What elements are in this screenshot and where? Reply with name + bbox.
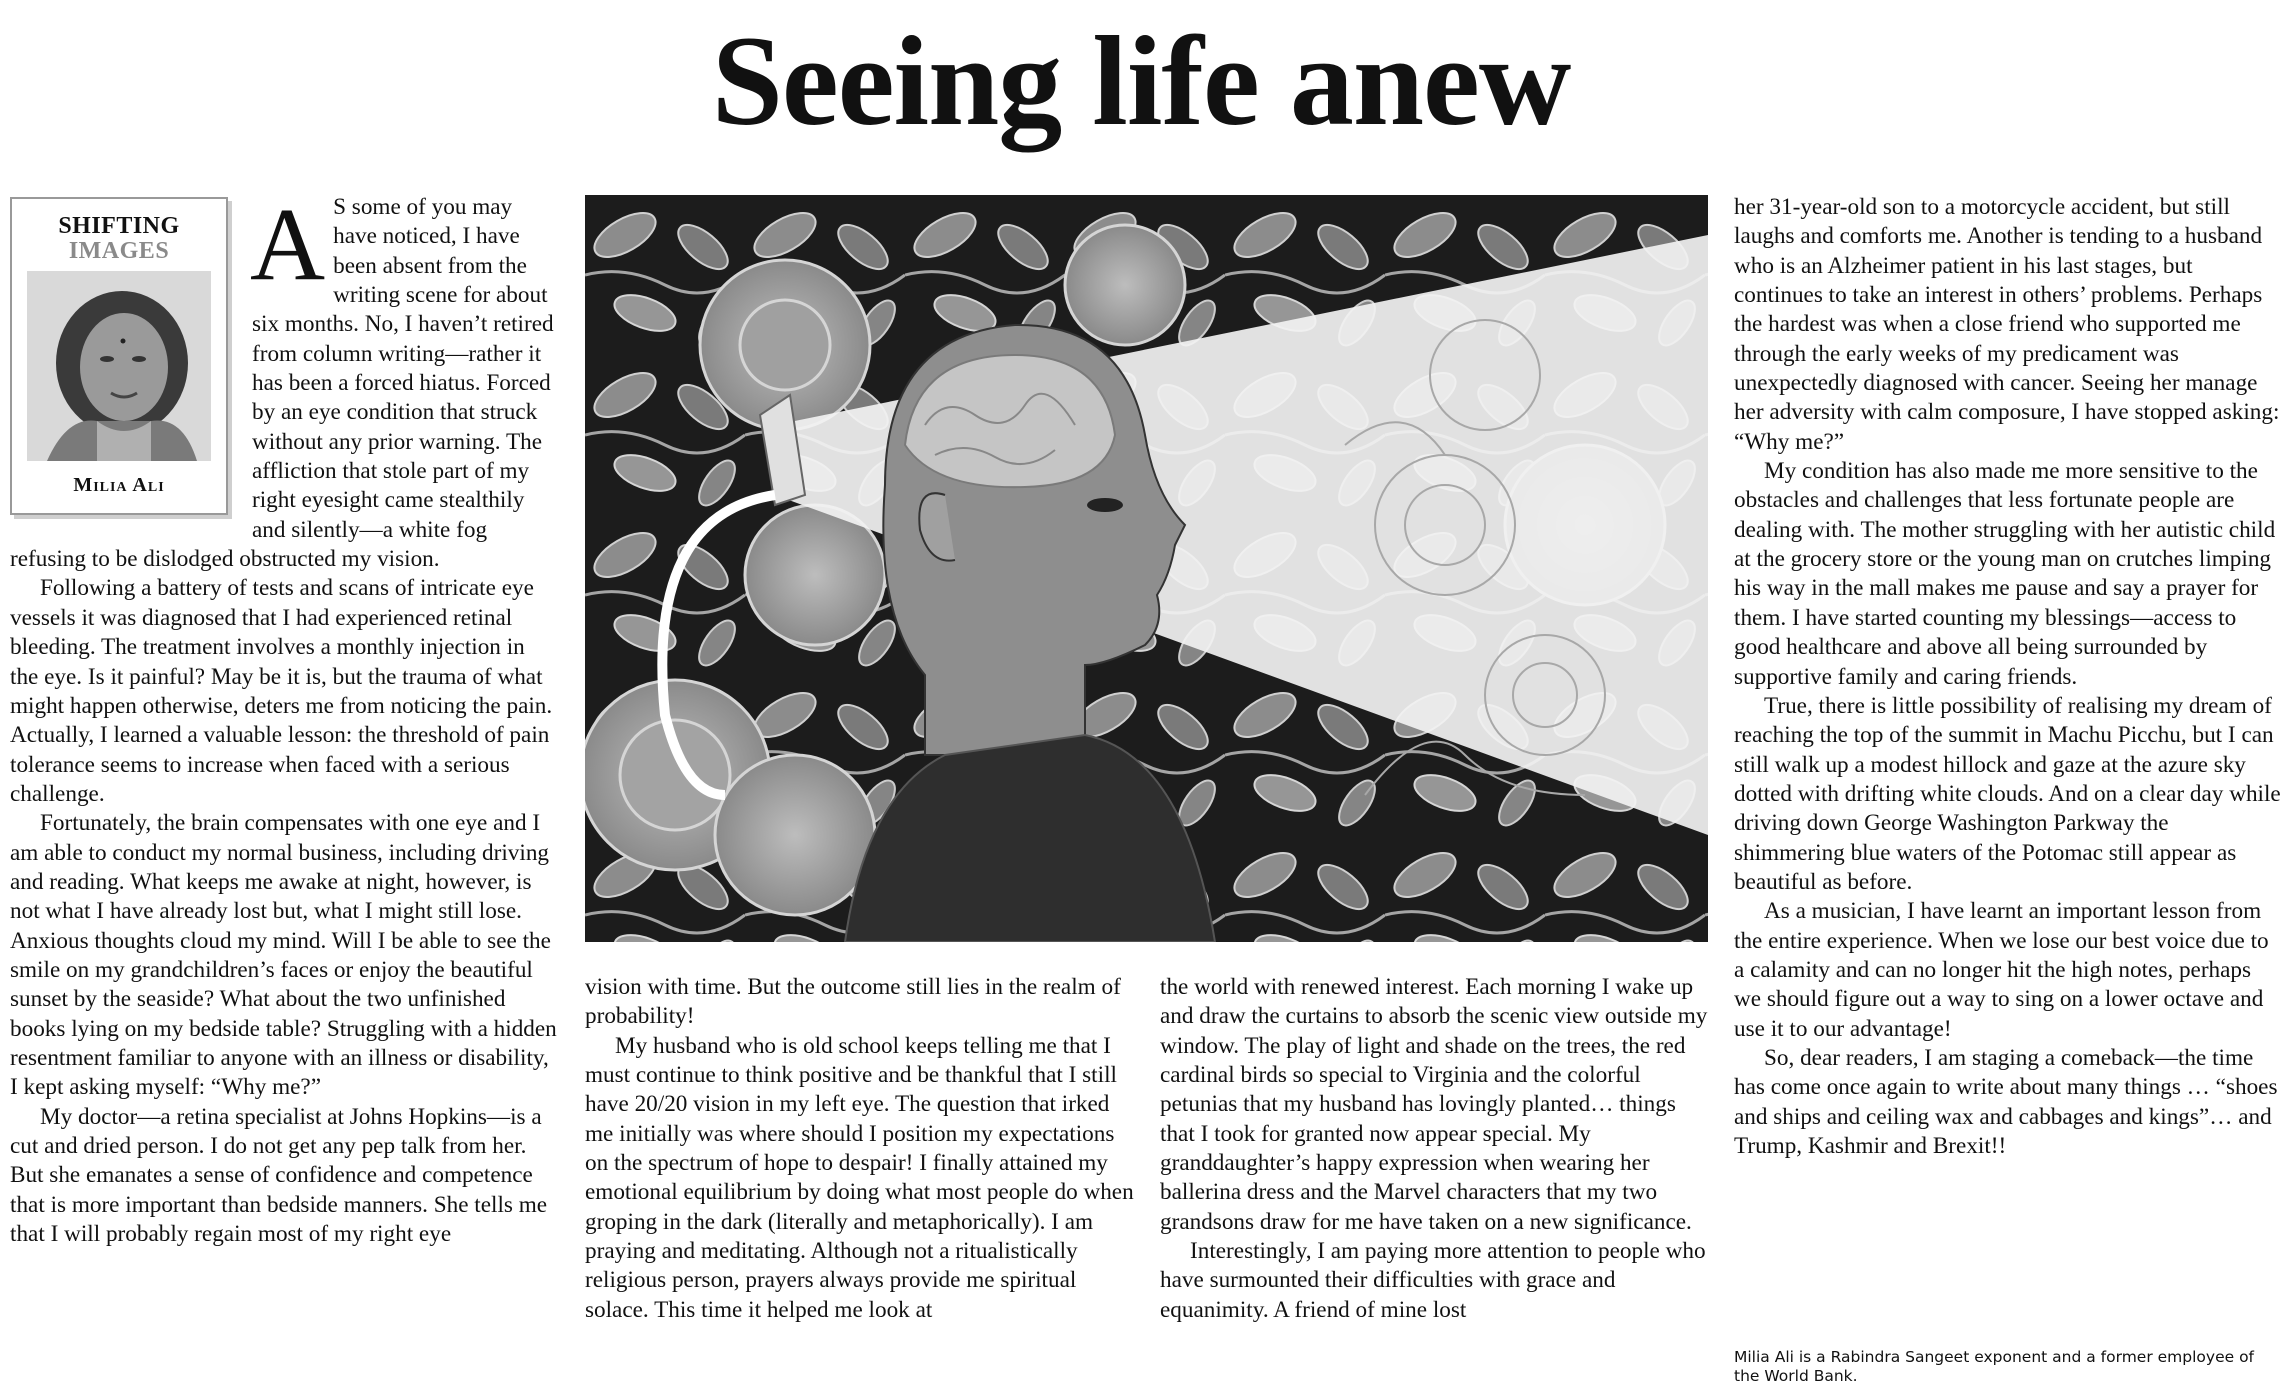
- drop-cap: A: [250, 187, 326, 302]
- paragraph: So, dear readers, I am staging a comeback—the time has come once again to write about many things … “shoes and ships and ceiling wax and cabbages and kings”… and Trump, Kashmir and Brexit!!: [1734, 1044, 2278, 1159]
- headline: Seeing life anew: [711, 10, 1571, 152]
- paragraph: Following a battery of tests and scans of intricate eye vessels it was diagnosed that I had experienced retinal bleeding. The treatment involves a monthly injection in the eye. Is it painful? May be it is, but the trauma of what might happen otherwise, deters me from noticing the pain. Actually, I learned a valuable lesson: the threshold of pain tolerance seems to increase when faced with a serious challenge.: [10, 575, 553, 807]
- paragraph: her 31-year-old son to a motorcycle accident, but still laughs and comforts me. Another is tending to a husband who is an Alzheimer patient in his last stages, but continues to take an interest in others’ problems. Perhaps the hardest was when a close friend who supported me through the early weeks of my predicament was unexpectedly diagnosed with cancer. Seeing her manage her adversity with calm composure, I have stopped asking: “Why me?”: [1734, 194, 2280, 455]
- column-author-box: [10, 197, 228, 515]
- paragraph: My husband who is old school keeps telling me that I must continue to think positive and be thankful that I still have 20/20 vision in my left eye. The question that irked me initially was where should I position my expectations on the spectrum of hope to despair! I finally attained my emotional equilibrium by doing what most people do when groping in the dark (literally and metaphorically). I am praying and meditating. Although not a ritualistically religious person, prayers always provide me spiritual solace. This time it helped me look at: [585, 1032, 1134, 1323]
- author-photo: [27, 271, 211, 461]
- paragraph: My doctor—a retina specialist at Johns Hopkins—is a cut and dried person. I do not get any pep talk from her. But she emanates a sense of confidence and competence that is more important than bedside manners. She tells me that I will probably regain most of my right eye: [10, 1103, 548, 1248]
- paragraph: My condition has also made me more sensitive to the obstacles and challenges that less fortunate people are dealing with. The mother struggling with her autistic child at the grocery store or the young man on crutches limping his way in the mall makes me pause and say a prayer for them. I have started counting my blessings—access to good healthcare and above all being surrounded by supportive family and caring friends.: [1734, 458, 2276, 690]
- paragraph: Interestingly, I am paying more attention to people who have surmounted their difficulties with grace and equanimity. A friend of mine lost: [1160, 1238, 1706, 1323]
- illustration-profile-flashlight: [585, 195, 1708, 942]
- paragraph: True, there is little possibility of realising my dream of reaching the top of the summit in Machu Picchu, but I can still walk up a modest hillock and gaze at the azure sky dotted with drifting white clouds. And on a clear day while driving down George Washington Parkway the shimmering blue waters of the Potomac still appear as beautiful as before.: [1734, 692, 2281, 895]
- author-bio-note: Milia Ali is a Rabindra Sangeet exponent and a former employee of the World Bank.: [1734, 1348, 2255, 1385]
- column-label-line1: SHIFTING: [58, 213, 180, 239]
- article-column-4: [1734, 193, 2282, 1161]
- article-column-2: [585, 973, 1135, 1325]
- article-column-1: [10, 187, 558, 1249]
- paragraph: Fortunately, the brain compensates with one eye and I am able to conduct my normal business, including driving and reading. What keeps me awake at night, however, is not what I have already lost but, what I might still lose. Anxious thoughts cloud my mind. Will I be able to see the smile on my grandchildren’s faces or enjoy the beautiful sunset by the seaside? What about the two unfinished books lying on my bedside table? Struggling with a hidden resentment familiar to anyone with an illness or disability, I kept asking myself: “Why me?”: [10, 810, 557, 1101]
- paragraph: As a musician, I have learnt an important lesson from the entire experience. When we lose our best voice due to a calamity and can no longer hit the high notes, perhaps we should figure out a way to sing on a lower octave and use it to our advantage!: [1734, 898, 2269, 1042]
- author-name: Milia Ali: [73, 474, 165, 496]
- paragraph: vision with time. But the outcome still lies in the realm of probability!: [585, 974, 1121, 1030]
- column-label-line2: IMAGES: [68, 238, 170, 264]
- paragraph: S some of you may have noticed, I have been absent from the writing scene for about six months. No, I haven’t retired from column writing—rather it has been a forced hiatus. Forced by an eye condition that struck without any prior warning. The affliction that stole part of my right eyesight came stealthily and silently—a white fog refusing to be dislodged obstructed my vision.: [10, 194, 554, 573]
- paragraph: the world with renewed interest. Each morning I wake up and draw the curtains to absorb the scenic view outside my window. The play of light and shade on the trees, the red cardinal birds so special to Virginia and the colorful petunias that my husband has lovingly planted… things that I took for granted now appear special. My granddaughter’s happy expression when wearing her ballerina dress and the Marvel characters that my two grandsons draw for me have taken on a new significance.: [1160, 974, 1708, 1235]
- article-column-3: [1160, 973, 1710, 1325]
